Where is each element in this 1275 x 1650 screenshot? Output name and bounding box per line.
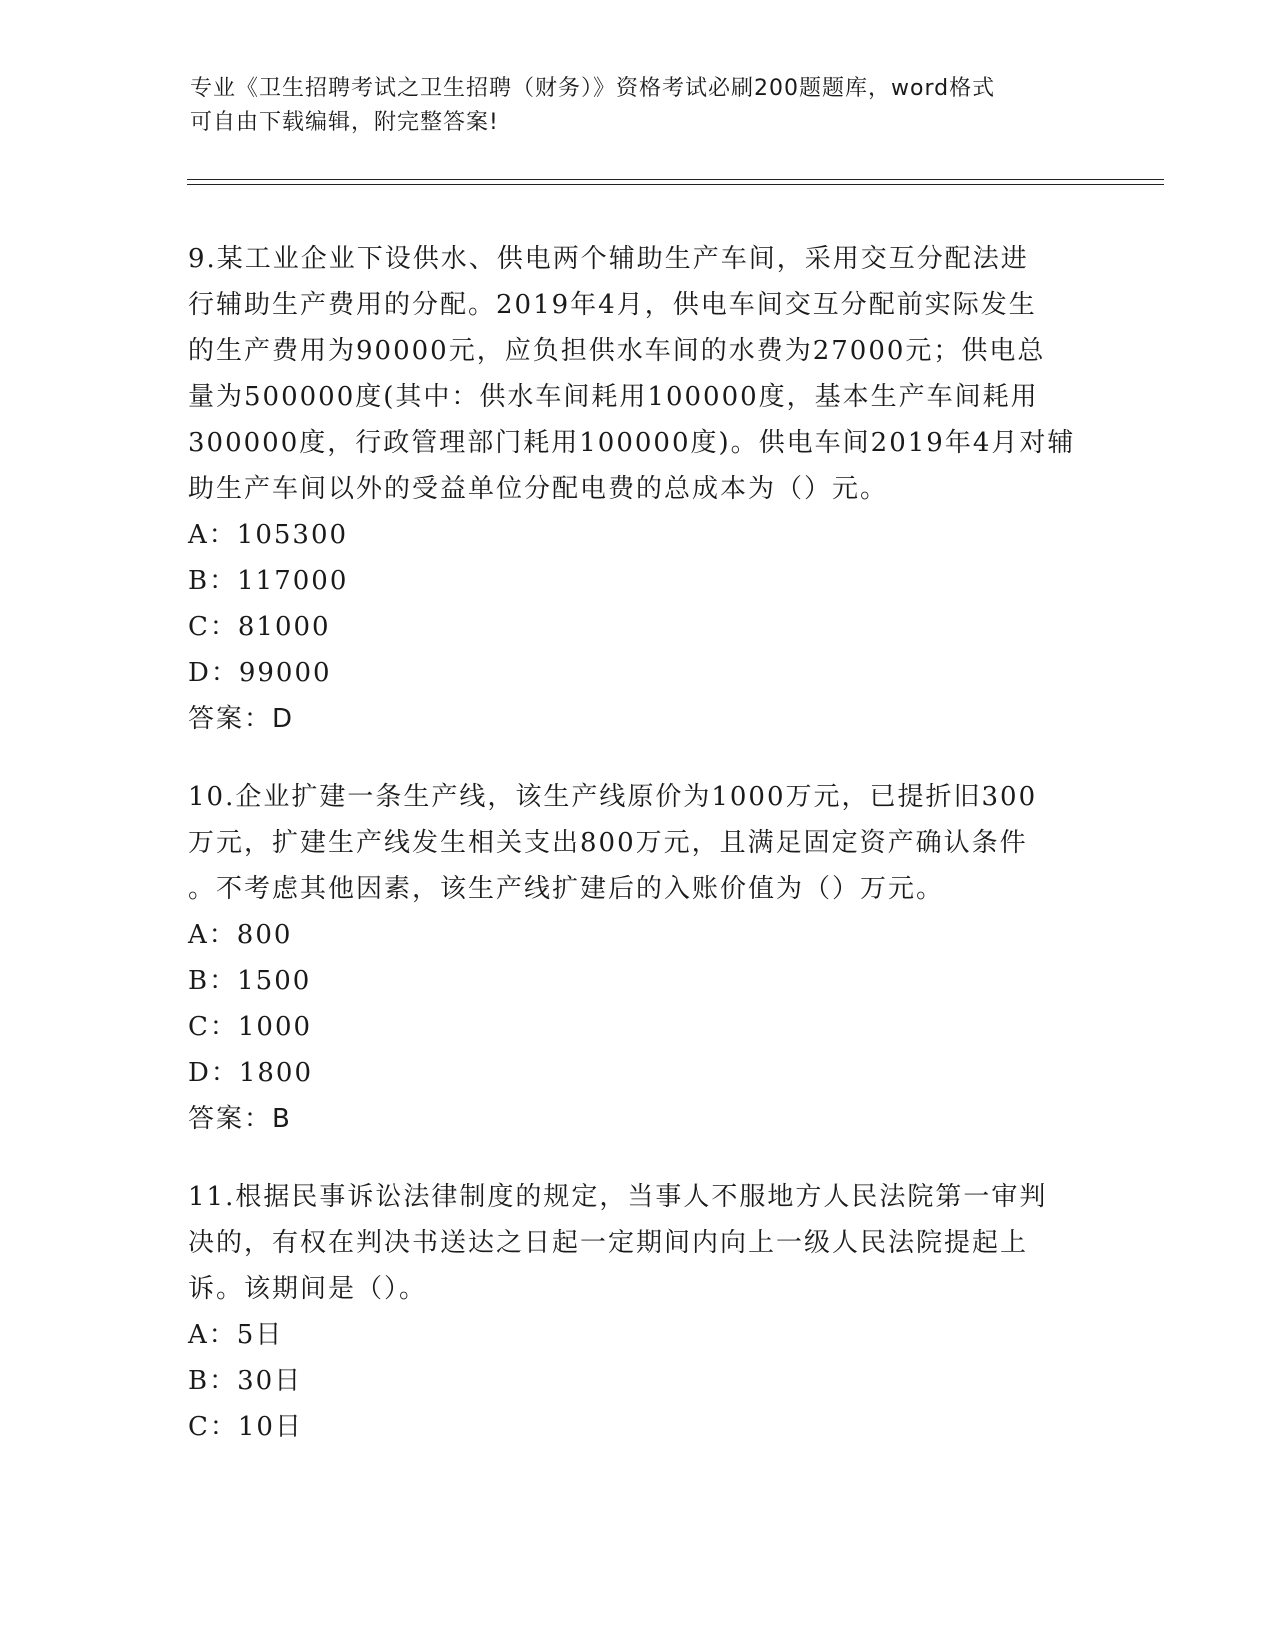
question-10 — [188, 774, 1088, 1142]
option-b: B：117000 — [188, 566, 349, 596]
question-9 — [188, 236, 1088, 742]
question-stem — [188, 236, 1088, 512]
stem-line: 9.某工业企业下设供水、供电两个辅助生产车间，采用交互分配法进 — [188, 244, 1029, 274]
stem-line: 300000度，行政管理部门耗用100000度)。供电车间2019年4月对辅 — [188, 428, 1076, 458]
stem-line: 量为500000度(其中：供水车间耗用100000度，基本生产车间耗用 — [188, 382, 1039, 412]
stem-line: 决的，有权在判决书送达之日起一定期间内向上一级人民法院提起上 — [188, 1228, 1029, 1258]
stem-line: 万元，扩建生产线发生相关支出800万元，且满足固定资产确认条件 — [188, 828, 1028, 858]
option-a: A：105300 — [188, 520, 349, 550]
stem-line: 助生产车间以外的受益单位分配电费的总成本为（）元。 — [188, 474, 889, 504]
stem-line: 11.根据民事诉讼法律制度的规定，当事人不服地方人民法院第一审判 — [188, 1182, 1048, 1212]
option-c: C：81000 — [188, 612, 331, 642]
document-header — [190, 72, 1090, 140]
option-c: C：10日 — [188, 1412, 303, 1442]
question-stem — [188, 774, 1088, 912]
stem-line: 诉。该期间是（）。 — [188, 1274, 428, 1304]
question-list — [188, 236, 1088, 1482]
header-divider-top — [187, 179, 1164, 180]
stem-line: 行辅助生产费用的分配。2019年4月，供电车间交互分配前实际发生 — [188, 290, 1037, 320]
header-title-line-1: 专业《卫生招聘考试之卫生招聘（财务）》资格考试必刷200题题库，word格式 — [190, 76, 996, 101]
stem-line: 。不考虑其他因素，该生产线扩建后的入账价值为（）万元。 — [188, 874, 945, 904]
header-divider-bottom — [187, 184, 1164, 185]
header-title-line-2: 可自由下载编辑，附完整答案! — [190, 110, 499, 135]
answer-line: 答案：B — [188, 1104, 292, 1134]
stem-line: 10.企业扩建一条生产线，该生产线原价为1000万元，已提折旧300 — [188, 782, 1038, 812]
option-a: A：800 — [188, 920, 293, 950]
question-stem — [188, 1174, 1088, 1312]
option-c: C：1000 — [188, 1012, 313, 1042]
option-a: A：5日 — [188, 1320, 284, 1350]
option-d: D：1800 — [188, 1058, 314, 1088]
option-b: B：1500 — [188, 966, 312, 996]
option-d: D：99000 — [188, 658, 332, 688]
answer-line: 答案：D — [188, 704, 295, 734]
stem-line: 的生产费用为90000元，应负担供水车间的水费为27000元；供电总 — [188, 336, 1046, 366]
question-11 — [188, 1174, 1088, 1450]
option-b: B：30日 — [188, 1366, 303, 1396]
